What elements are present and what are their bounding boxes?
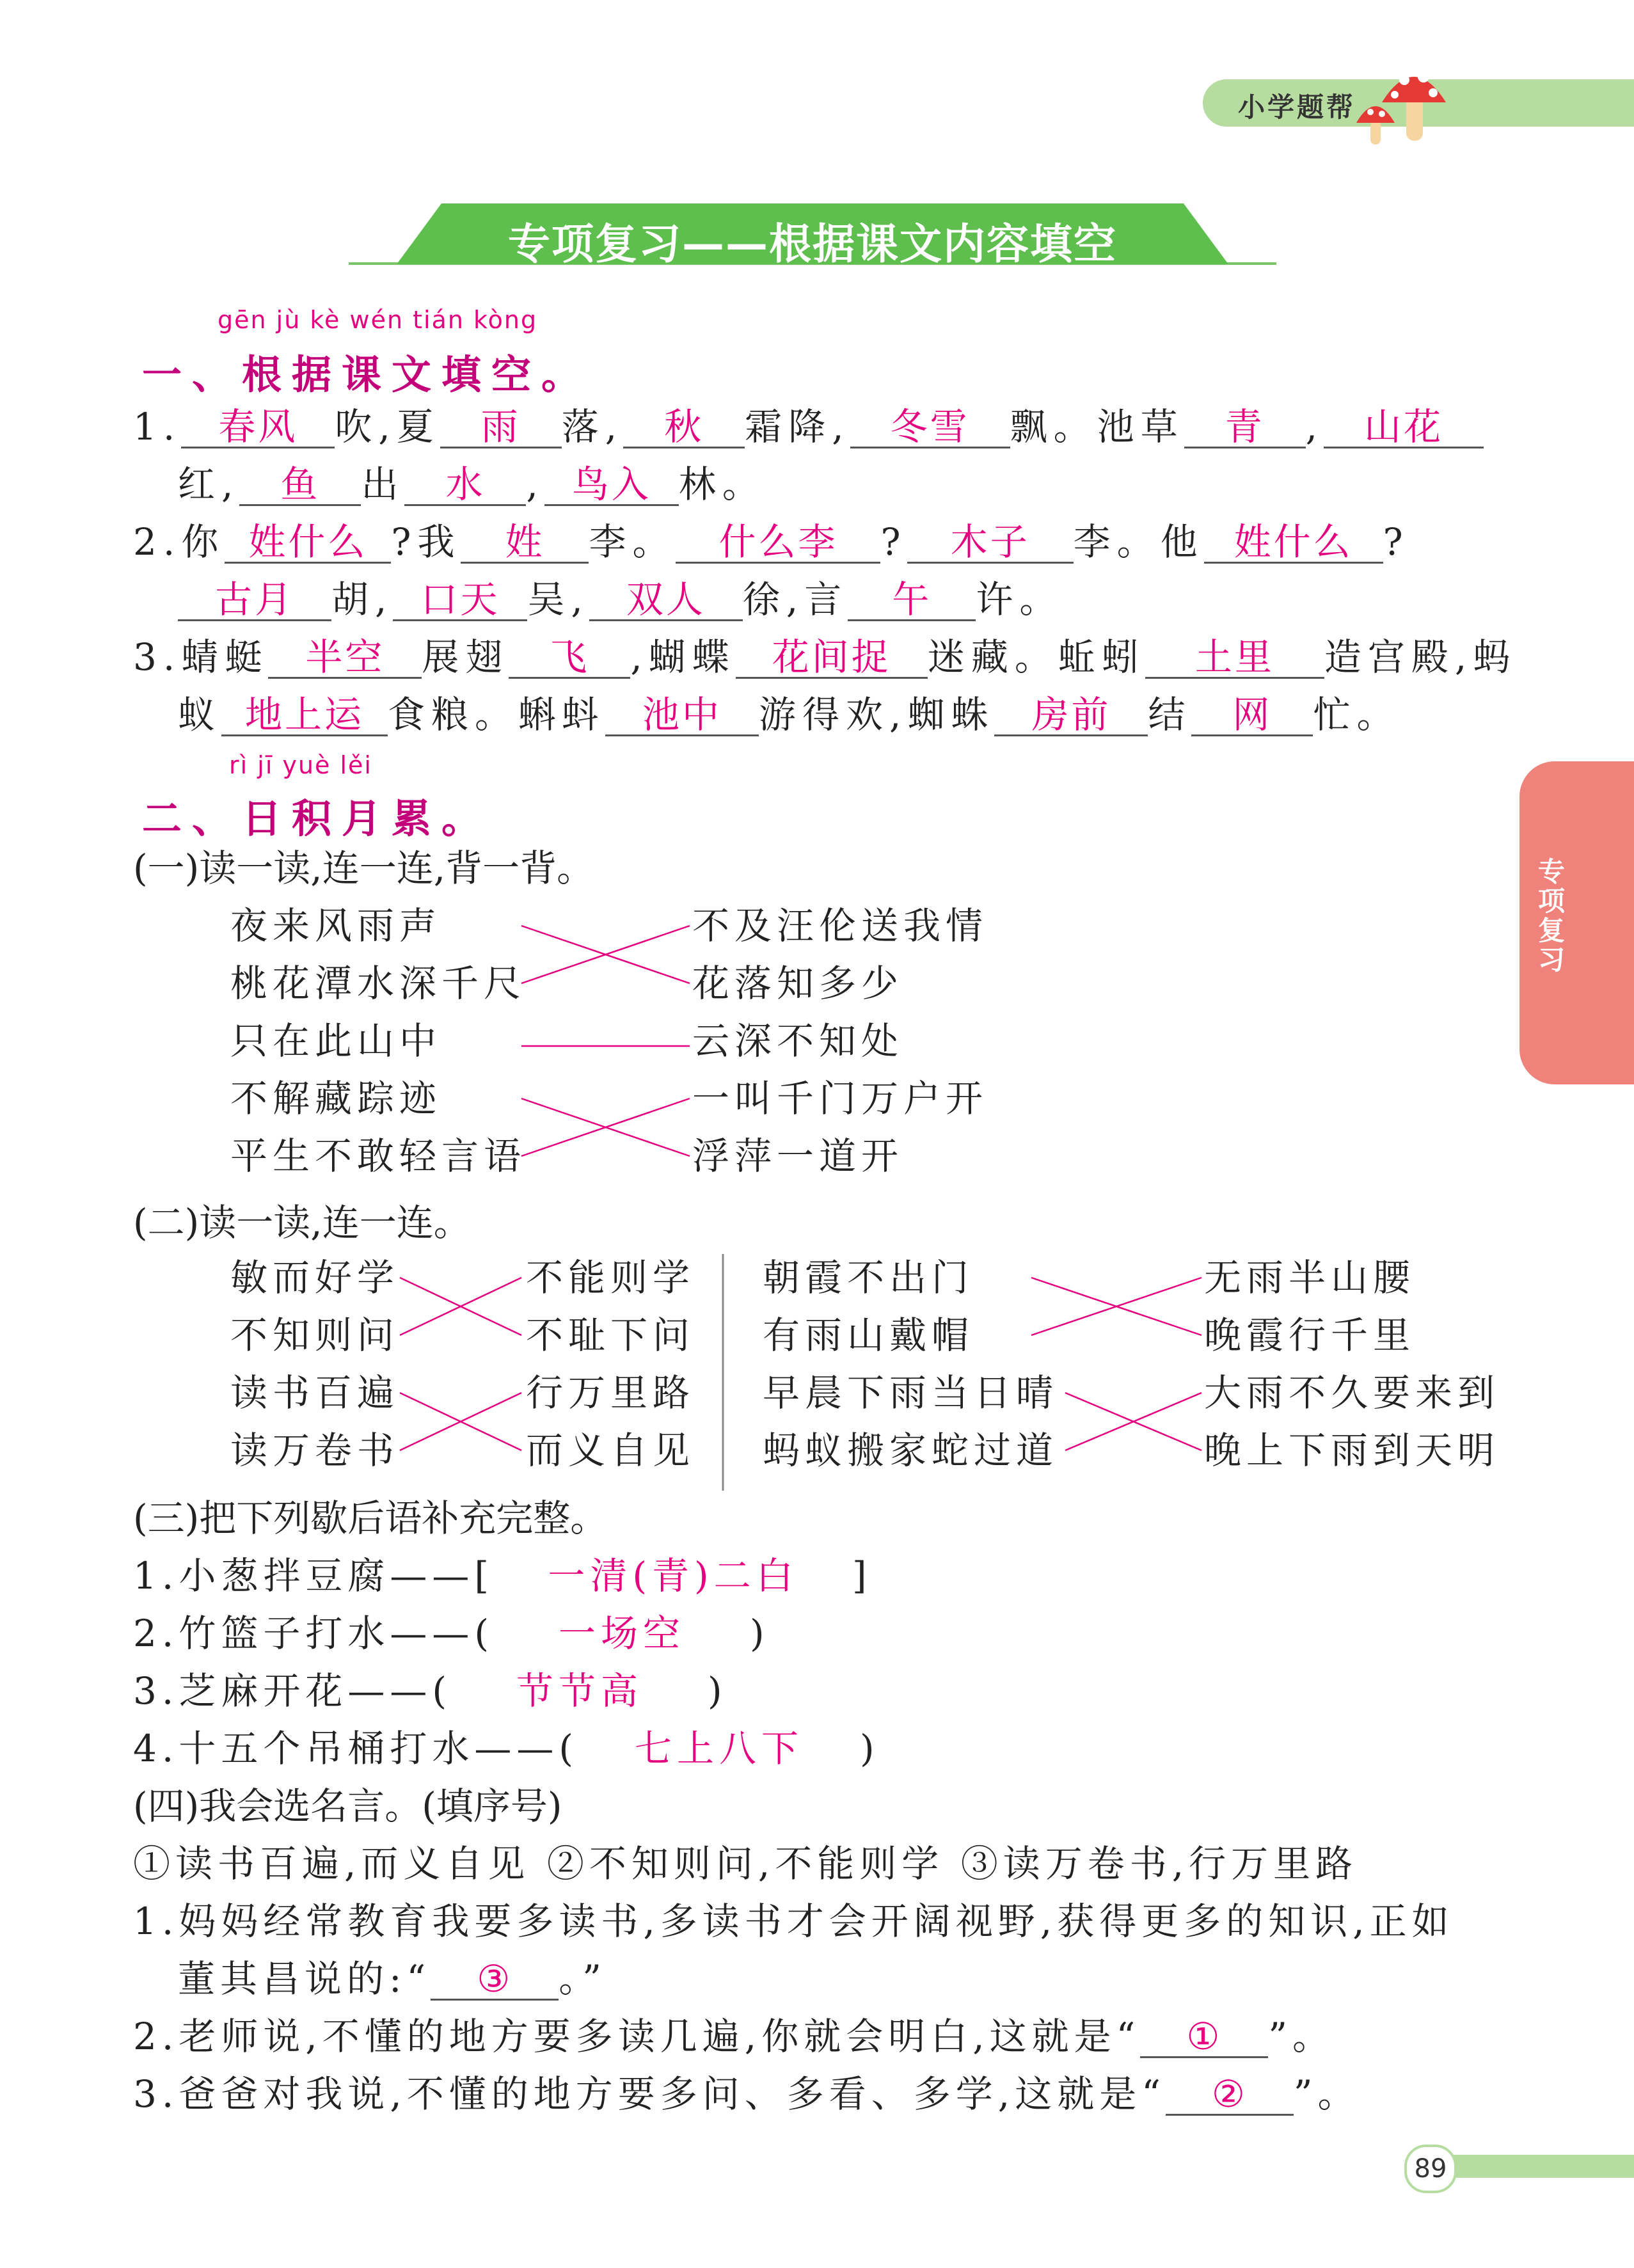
part2-left-b-3: 蚂蚁搬家蛇过道 — [763, 1429, 1059, 1472]
part2-right-a-0: 不能则学 — [526, 1256, 695, 1299]
part1-left-0: 夜来风雨声 — [230, 904, 442, 948]
part2-right-b-2: 大雨不久要来到 — [1204, 1371, 1500, 1415]
part2-right-b-3: 晚上下雨到天明 — [1204, 1429, 1500, 1472]
section1-pinyin: gēn jù kè wén tián kòng — [218, 306, 538, 334]
part2-left-a-1: 不知则问 — [230, 1313, 400, 1357]
part4-options: ①读书百遍,而义自见 ②不知则问,不能则学 ③读万卷书,行万里路 — [133, 1842, 1358, 1885]
part3-item-2: 2.竹篮子打水——( 一场空 ) — [133, 1612, 770, 1655]
part2-right-b-1: 晚霞行千里 — [1204, 1313, 1416, 1357]
part1-right-2: 云深不知处 — [692, 1019, 904, 1063]
part4-q1-line1: 1.妈妈经常教育我要多读书,多读书才会开阔视野,获得更多的知识,正如 — [133, 1899, 1454, 1943]
part4-title: (四)我会选名言。(填序号) — [133, 1784, 562, 1828]
part1-right-0: 不及汪伦送我情 — [692, 904, 988, 948]
page-number: 89 — [1404, 2145, 1457, 2193]
part1-right-4: 浮萍一道开 — [692, 1134, 904, 1178]
part4-q2: 2.老师说,不懂的地方要多读几遍,你就会明白,这就是“ ① ”。 — [133, 2015, 1335, 2058]
part4-q1-line2: 董其昌说的:“ ③ 。” — [178, 1957, 607, 2001]
brand-label: 小学题帮 — [1238, 91, 1356, 123]
section2-pinyin: rì jī yuè lěi — [229, 751, 372, 779]
q1-line2: 红, 鱼 出 水 , 鸟入 林。 — [178, 463, 766, 506]
part1-title: (一)读一读,连一连,背一背。 — [133, 846, 594, 890]
part2-left-b-0: 朝霞不出门 — [763, 1256, 974, 1299]
part1-left-1: 桃花潭水深千尺 — [230, 962, 527, 1005]
q2-line1: 2.你 姓什么 ?我 姓 李。 什么李 ? 木子 李。他 姓什么 ? — [133, 520, 1409, 564]
part1-left-2: 只在此山中 — [230, 1019, 442, 1063]
section2-heading: 二、日积月累。 — [142, 795, 492, 842]
q3-line1: 3.蜻蜓 半空 展翅 飞 ,蝴蝶 花间捉 迷藏。蚯蚓 土里 造宫殿,蚂 — [133, 635, 1517, 679]
part2-left-b-1: 有雨山戴帽 — [763, 1313, 974, 1357]
page-title: 专项复习——根据课文内容填空 — [508, 219, 1117, 269]
part1-left-3: 不解藏踪迹 — [230, 1077, 442, 1120]
part3-item-3: 3.芝麻开花——( 节节高 ) — [133, 1669, 727, 1713]
q3-line2: 蚁 地上运 食粮。蝌蚪 池中 游得欢,蜘蛛 房前 结 网 忙。 — [178, 693, 1400, 736]
part3-item-1: 1.小葱拌豆腐——[ 一清(青)二白 ] — [133, 1554, 872, 1598]
part2-right-a-1: 不耻下问 — [526, 1313, 695, 1357]
part1-left-4: 平生不敢轻言语 — [230, 1134, 527, 1178]
part2-left-a-2: 读书百遍 — [230, 1371, 400, 1415]
part1-right-1: 花落知多少 — [692, 962, 904, 1005]
part2-left-b-2: 早晨下雨当日晴 — [763, 1371, 1059, 1415]
part2-right-a-2: 行万里路 — [526, 1371, 695, 1415]
part2-right-a-3: 而义自见 — [526, 1429, 695, 1472]
part2-left-a-0: 敏而好学 — [230, 1256, 400, 1299]
part3-item-4: 4.十五个吊桶打水——( 七上八下 ) — [133, 1727, 880, 1770]
footer-bar — [1446, 2155, 1634, 2178]
q2-line2: 古月 胡, 口天 吴, 双人 徐,言 午 许。 — [178, 577, 1063, 622]
section1-heading: 一、根据课文填空。 — [142, 351, 592, 398]
side-tab-label: 专项复习 — [1537, 856, 1565, 976]
part1-right-3: 一叫千门万户开 — [692, 1077, 988, 1120]
part2-title: (二)读一读,连一连。 — [133, 1201, 471, 1244]
part3-title: (三)把下列歇后语补充完整。 — [133, 1496, 608, 1540]
part4-q3: 3.爸爸对我说,不懂的地方要多问、多看、多学,这就是“ ② ”。 — [133, 2072, 1360, 2116]
part2-right-b-0: 无雨半山腰 — [1204, 1256, 1416, 1299]
part2-left-a-3: 读万卷书 — [230, 1429, 400, 1472]
q1-line1: 1. 春风 吹,夏 雨 落, 秋 霜降, 冬雪 飘。池草 青 , 山花 — [133, 404, 1484, 449]
